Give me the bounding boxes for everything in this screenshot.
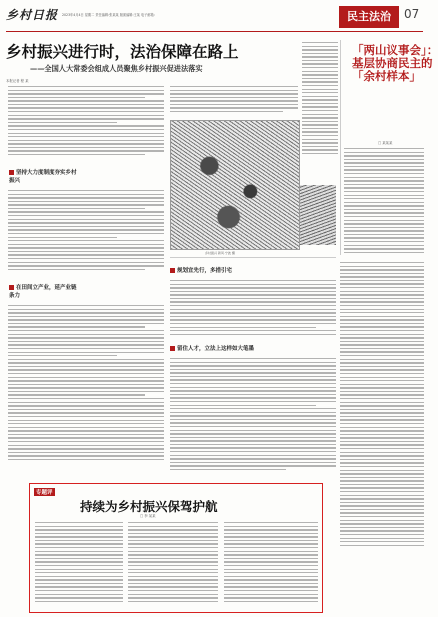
section-heading-4: 留住人才，立法上这样如大笔墨 <box>170 344 254 352</box>
feature-box-text-col2 <box>128 522 218 608</box>
section-heading-2: 规划宜先行，多措引宅 <box>170 266 232 274</box>
illustration-image-side <box>300 185 336 245</box>
section-2-text <box>170 280 336 340</box>
feature-box-text-col1 <box>35 522 123 608</box>
illustration-caption: 乡村振兴 新风·宁波 摄 <box>205 251 235 255</box>
section-marker-icon <box>9 170 14 175</box>
main-subhead: ——全国人大常委会组成人员聚焦乡村振兴促进法落实 <box>30 64 203 73</box>
section-3-text <box>8 305 164 475</box>
commentary-left-text <box>302 42 338 182</box>
main-byline: 本报记者 程 某 <box>6 79 29 83</box>
illustration-image <box>170 120 300 250</box>
issue-meta: 2023年4月4日 星期二 责任编辑:张某某 版面编辑:王某 电子邮箱: <box>62 13 155 17</box>
commentary-title: 「两山议事会」： 基层协商民主的 「余村样本」 <box>352 43 438 83</box>
feature-box-title: 持续为乡村振兴保驾护航 <box>80 499 218 514</box>
feature-box-author: □ 李 某某 <box>140 514 156 518</box>
section-tag: 民主法治 <box>339 6 399 28</box>
section-1-text <box>8 190 164 278</box>
section-marker-icon <box>9 285 14 290</box>
masthead <box>6 4 423 32</box>
main-headline: 乡村振兴进行时，法治保障在路上 <box>6 43 239 61</box>
page-number: 07 <box>404 7 420 21</box>
section-4-text <box>170 358 336 476</box>
section-marker-icon <box>170 268 175 273</box>
column-divider <box>340 40 341 255</box>
section-marker-icon <box>170 346 175 351</box>
section-heading-3: 在田间立产业，延产业链条力 <box>9 285 77 299</box>
commentary-author: □ 某某某 <box>378 141 393 145</box>
lead-paragraph <box>8 86 164 164</box>
feature-box-text-col3 <box>224 522 318 608</box>
right-lower-text <box>340 262 424 612</box>
section-heading-1: 坚持大力度制度夯实乡村振兴 <box>9 170 77 184</box>
commentary-text <box>344 148 424 256</box>
newspaper-logo: 乡村日报 <box>6 8 59 22</box>
middle-column-text <box>170 86 298 118</box>
section-divider <box>170 257 336 258</box>
feature-box-label: 专题评 <box>36 490 53 496</box>
